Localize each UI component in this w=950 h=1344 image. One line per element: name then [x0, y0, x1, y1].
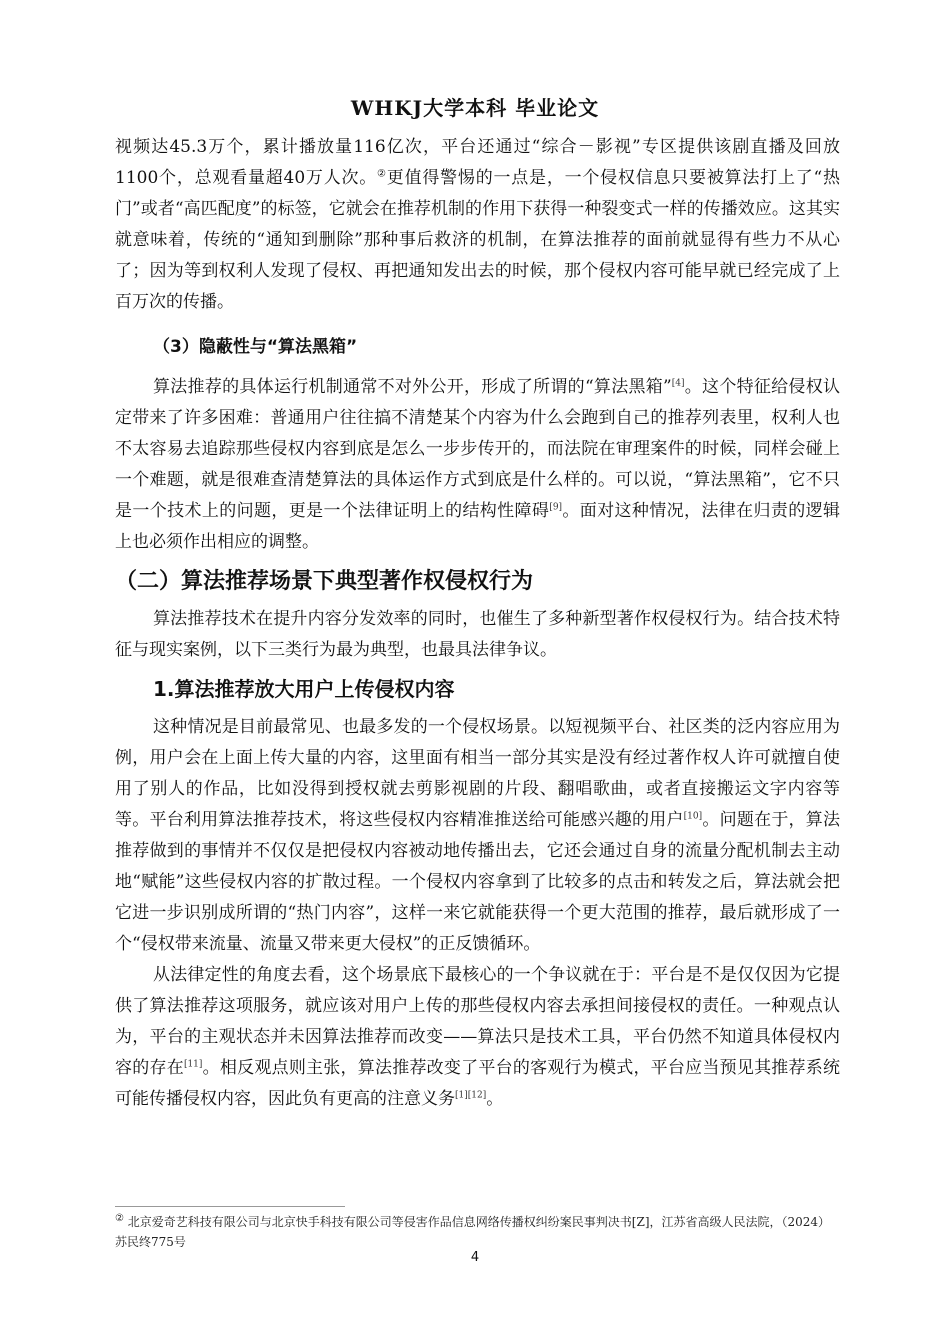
- footnote: [115, 1212, 840, 1252]
- citation-ref[interactable]: [10]: [683, 811, 703, 822]
- paragraph-4: [115, 712, 840, 960]
- paragraph-2: [115, 372, 840, 558]
- footnote-text: 北京爱奇艺科技有限公司与北京快手科技有限公司等侵害作品信息网络传播权纠纷案民事判决书[Z]，江苏省高级人民法院，（2024）苏民终775号: [115, 1215, 831, 1249]
- paragraph-2-text-a: 算法推荐的具体运行机制通常不对外公开，形成了所谓的“算法黑箱”: [153, 377, 672, 397]
- paragraph-1-text-a: 视频达45.3万个，累计播放量116亿次，平台还通过“综合－影视”专区提供该剧直播及回放1100个，总观看量超40万人次。: [115, 137, 840, 188]
- subsection-title-1: 1.算法推荐放大用户上传侵权内容: [153, 677, 455, 701]
- page-header: WHKJ大学本科 毕业论文: [350, 96, 600, 120]
- body-content: [115, 132, 840, 1115]
- citation-ref[interactable]: [4]: [671, 378, 685, 389]
- paragraph-4-text-a: 这种情况是目前最常见、也最多发的一个侵权场景。以短视频平台、社区类的泛内容应用为例，用户会在上面上传大量的内容，这里面有相当一部分其实是没有经过著作权人许可就擅自使用了别人的作品，比如没得到授权就去剪影视剧的片段、翻唱歌曲，或者直接搬运文字内容等等。平台利用算法推荐技术，将这些侵权内容精准推送给可能感兴趣的用户: [115, 717, 840, 830]
- paragraph-5-text-c: 。: [486, 1089, 504, 1109]
- paragraph-5-text-a: 从法律定性的角度去看，这个场景底下最核心的一个争议就在于：平台是不是仅仅因为它提供了算法推荐这项服务，就应该对用户上传的那些侵权内容去承担间接侵权的责任。一种观点认为，平台的主观状态并未因算法推荐而改变——算法只是技术工具，平台仍然不知道具体侵权内容的存在: [115, 965, 840, 1078]
- paragraph-4-text-b: 。问题在于，算法推荐做到的事情并不仅仅是把侵权内容被动地传播出去，它还会通过自身的流量分配机制去主动地“赋能”这些侵权内容的扩散过程。一个侵权内容拿到了比较多的点击和转发之后，算法就会把它进一步识别成所谓的“热门内容”，这样一来它就能获得一个更大范围的推荐，最后就形成了一个“侵权带来流量、流量又带来更大侵权”的正反馈循环。: [115, 810, 841, 954]
- citation-ref[interactable]: [9]: [549, 502, 563, 513]
- subsection-title-3: （3）隐蔽性与“算法黑箱”: [153, 337, 358, 357]
- footnote-marker-bottom: ②: [115, 1213, 124, 1224]
- paragraph-2-text-c: 。面对这种情况，法律在归责的逻辑上也必须作出相应的调整。: [115, 501, 841, 552]
- paragraph-3: 算法推荐技术在提升内容分发效率的同时，也催生了多种新型著作权侵权行为。结合技术特征与现实案例，以下三类行为最为典型，也最具法律争议。: [115, 609, 840, 660]
- paragraph-2-text-b: 。这个特征给侵权认定带来了许多困难：普通用户往往搞不清楚某个内容为什么会跑到自己的推荐列表里，权利人也不太容易去追踪那些侵权内容到底是怎么一步步传开的，而法院在审理案件的时候，同样会碰上一个难题，就是很难查清楚算法的具体运作方式到底是什么样的。可以说，“算法黑箱”，它不只是一个技术上的问题，更是一个法律证明上的结构性障碍: [115, 377, 840, 521]
- paragraph-5-text-b: 。相反观点则主张，算法推荐改变了平台的客观行为模式，平台应当预见其推荐系统可能传播侵权内容，因此负有更高的注意义务: [115, 1058, 841, 1109]
- citation-ref[interactable]: [1][12]: [455, 1090, 487, 1101]
- citation-ref[interactable]: [11]: [183, 1059, 203, 1070]
- footnote-marker[interactable]: ②: [377, 168, 387, 180]
- paragraph-1-text-b: 更值得警惕的一点是，一个侵权信息只要被算法打上了“热门”或者“高匹配度”的标签，它就会在推荐机制的作用下获得一种裂变式一样的传播效应。这其实就意味着，传统的“通知到删除”那种事后救济的机制，在算法推荐的面前就显得有些力不从心了；因为等到权利人发现了侵权、再把通知发出去的时候，那个侵权内容可能早就已经完成了上百万次的传播。: [115, 168, 840, 312]
- paragraph-5: [115, 960, 840, 1115]
- page-number: 4: [470, 1250, 480, 1265]
- paragraph-1: [115, 132, 840, 318]
- section-title: （二）算法推荐场景下典型著作权侵权行为: [115, 569, 534, 594]
- footnote-divider: [115, 1206, 345, 1207]
